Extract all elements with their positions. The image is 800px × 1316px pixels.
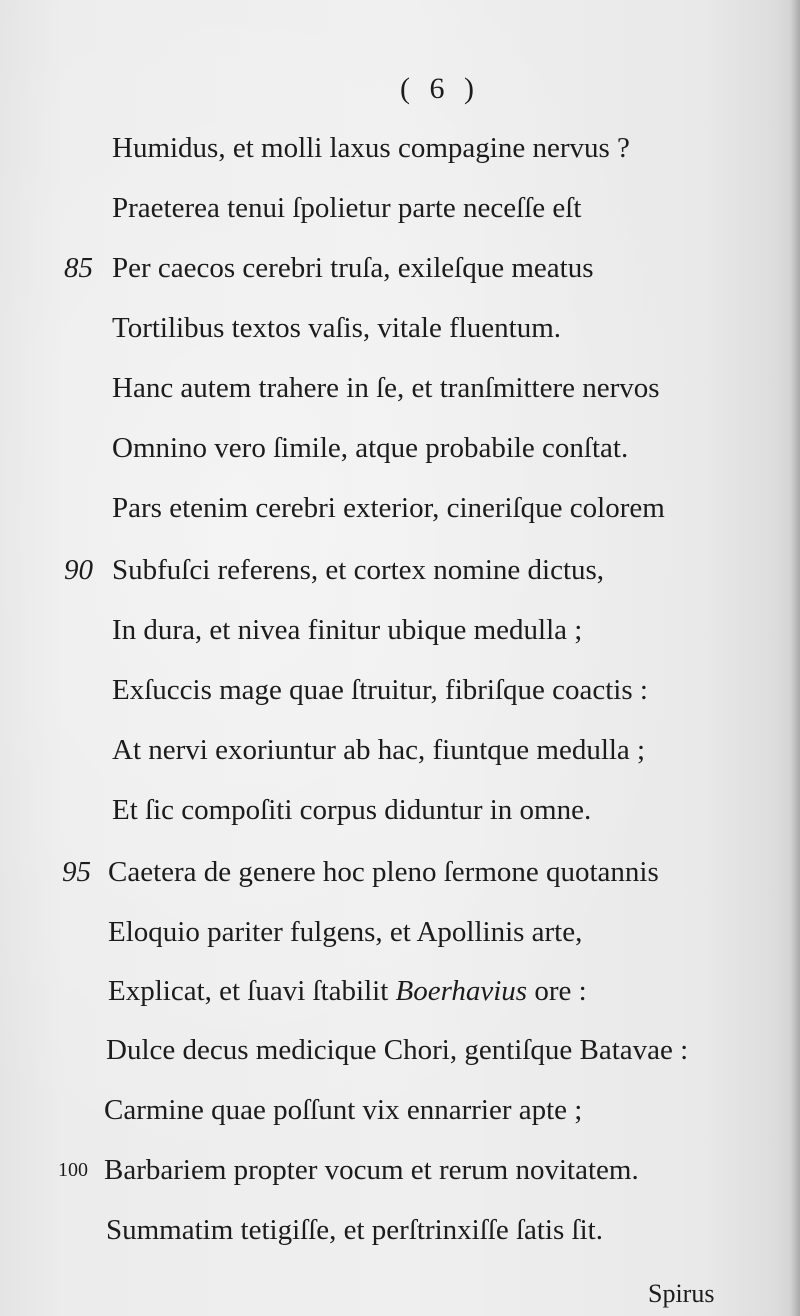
verse-line: Et ſic compoſiti corpus diduntur in omne. — [112, 794, 592, 826]
line-number-85: 85 — [64, 252, 93, 284]
verse-segment: ore : — [527, 975, 587, 1007]
verse-line: Subfuſci referens, et cortex nomine dictus, — [112, 554, 605, 586]
verse-line: Summatim tetigiſſe, et perſtrinxiſſe ſatis ſit. — [106, 1214, 603, 1246]
catchword: Spirus — [648, 1279, 715, 1308]
verse-line: Per caecos cerebri truſa, exileſque meatus — [112, 252, 594, 284]
verse-line: Humidus, et molli laxus compagine nervus ? — [112, 132, 630, 164]
verse-line: Tortilibus textos vaſis, vitale fluentum. — [112, 312, 562, 344]
line-number-95: 95 — [62, 856, 91, 888]
verse-line: Carmine quae poſſunt vix ennarrier apte ; — [104, 1094, 583, 1126]
verse-line: Pars etenim cerebri exterior, cineriſque colorem — [112, 492, 665, 524]
page-number-header: ( 6 ) — [400, 72, 480, 105]
verse-line: At nervi exoriuntur ab hac, fiuntque medulla ; — [112, 734, 646, 766]
verse-line: Eloquio pariter fulgens, et Apollinis arte, — [108, 916, 583, 948]
author-name: Boerhavius — [395, 975, 528, 1007]
verse-line: Praeterea tenui ſpolietur parte neceſſe eſt — [112, 192, 582, 224]
verse-line: In dura, et nivea finitur ubique medulla ; — [112, 614, 583, 646]
verse-line: Barbariem propter vocum et rerum novitatem. — [104, 1154, 639, 1186]
verse-line: Exſuccis mage quae ſtruitur, fibriſque coactis : — [112, 674, 648, 706]
verse-line: Omnino vero ſimile, atque probabile conſtat. — [112, 432, 629, 464]
verse-segment: Explicat, et ſuavi ſtabilit — [108, 975, 396, 1007]
line-number-90: 90 — [64, 554, 93, 586]
verse-line: Caetera de genere hoc pleno ſermone quotannis — [108, 856, 659, 888]
line-number-100: 100 — [58, 1159, 88, 1181]
page-edge-shadow — [790, 0, 800, 1316]
verse-line-with-name — [108, 977, 587, 1006]
verse-line: Dulce decus medicique Chori, gentiſque Batavae : — [106, 1034, 689, 1066]
verse-line: Hanc autem trahere in ſe, et tranſmittere nervos — [112, 372, 660, 404]
